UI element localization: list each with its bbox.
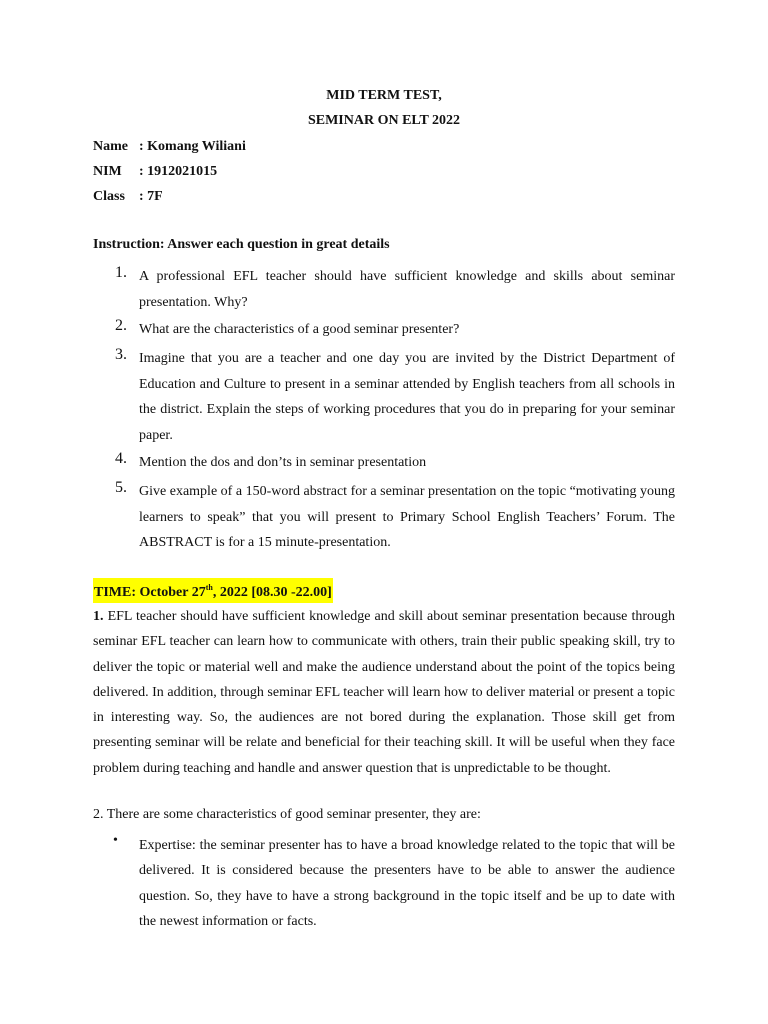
class-value: : 7F [139, 189, 163, 204]
question-number: 3. [115, 346, 127, 363]
time-prefix: TIME: October 27 [94, 585, 206, 600]
document-title-line2: SEMINAR ON ELT 2022 [307, 113, 461, 128]
answer-1-number: 1. [93, 609, 104, 624]
document-title-line1: MID TERM TEST, [326, 88, 442, 103]
class-label: Class [93, 189, 125, 204]
question-number: 5. [115, 479, 127, 496]
bullet-icon: • [113, 833, 118, 848]
answer-2-intro: 2. There are some characteristics of good seminar presenter, they are: [93, 807, 481, 822]
bullet-text: Expertise: the seminar presenter has to have a broad knowledge related to the topic that will be delivered. It is considered because the presenters have to be able to answer the audience question. So, they have to have a strong background in the topic itself and be up to date with the newest information or facts. [139, 838, 675, 929]
question-text: Imagine that you are a teacher and one day you are invited by the District Department of Education and Culture to present in a seminar attended by English teachers from all schools in the district. Explain the steps of working procedures that you do in preparing for your seminar paper. [139, 351, 675, 443]
answer-1 [93, 604, 675, 781]
nim-value: : 1912021015 [139, 164, 218, 179]
question-item [115, 264, 675, 315]
nim-field [93, 164, 217, 180]
question-text: Give example of a 150-word abstract for a seminar presentation on the topic “motivating young learners to speak” that you will present to Primary School English Teachers’ Forum. The ABSTRACT is for a 15 minute-presentation. [139, 484, 675, 550]
question-number: 4. [115, 450, 127, 467]
name-label: Name [93, 139, 128, 154]
answer-1-text: EFL teacher should have sufficient knowledge and skill about seminar presentation because through seminar EFL teacher can learn how to communicate with others, train their public speaking skill, try to deliver the topic or material well and make the audience understand about the point of the topics being delivered. In addition, through seminar EFL teacher will learn how to deliver material or present a topic in interesting way. So, the audiences are not bored during the explanation. Those skill get from presenting seminar will be relate and beneficial for their teaching skill. It will be useful when they face problem during teaching and handle and answer question that is unpredictable to be thought. [93, 609, 675, 776]
question-item [115, 317, 675, 343]
question-text: A professional EFL teacher should have sufficient knowledge and skills about seminar presentation. Why? [139, 269, 675, 310]
time-highlight [93, 578, 333, 603]
question-item [115, 346, 675, 448]
bullet-item [113, 833, 675, 934]
instruction-text: Instruction: Answer each question in great details [93, 237, 390, 252]
nim-label: NIM [93, 164, 122, 179]
name-value: : Komang Wiliani [139, 139, 246, 154]
name-field [93, 139, 246, 155]
time-suffix: , 2022 [08.30 -22.00] [212, 585, 332, 600]
question-number: 1. [115, 264, 127, 281]
question-text: What are the characteristics of a good seminar presenter? [139, 322, 460, 337]
question-number: 2. [115, 317, 127, 334]
question-item [115, 450, 675, 476]
question-text: Mention the dos and don’ts in seminar presentation [139, 455, 427, 470]
time-superscript: th [205, 583, 213, 592]
question-item [115, 479, 675, 556]
class-field [93, 189, 163, 205]
